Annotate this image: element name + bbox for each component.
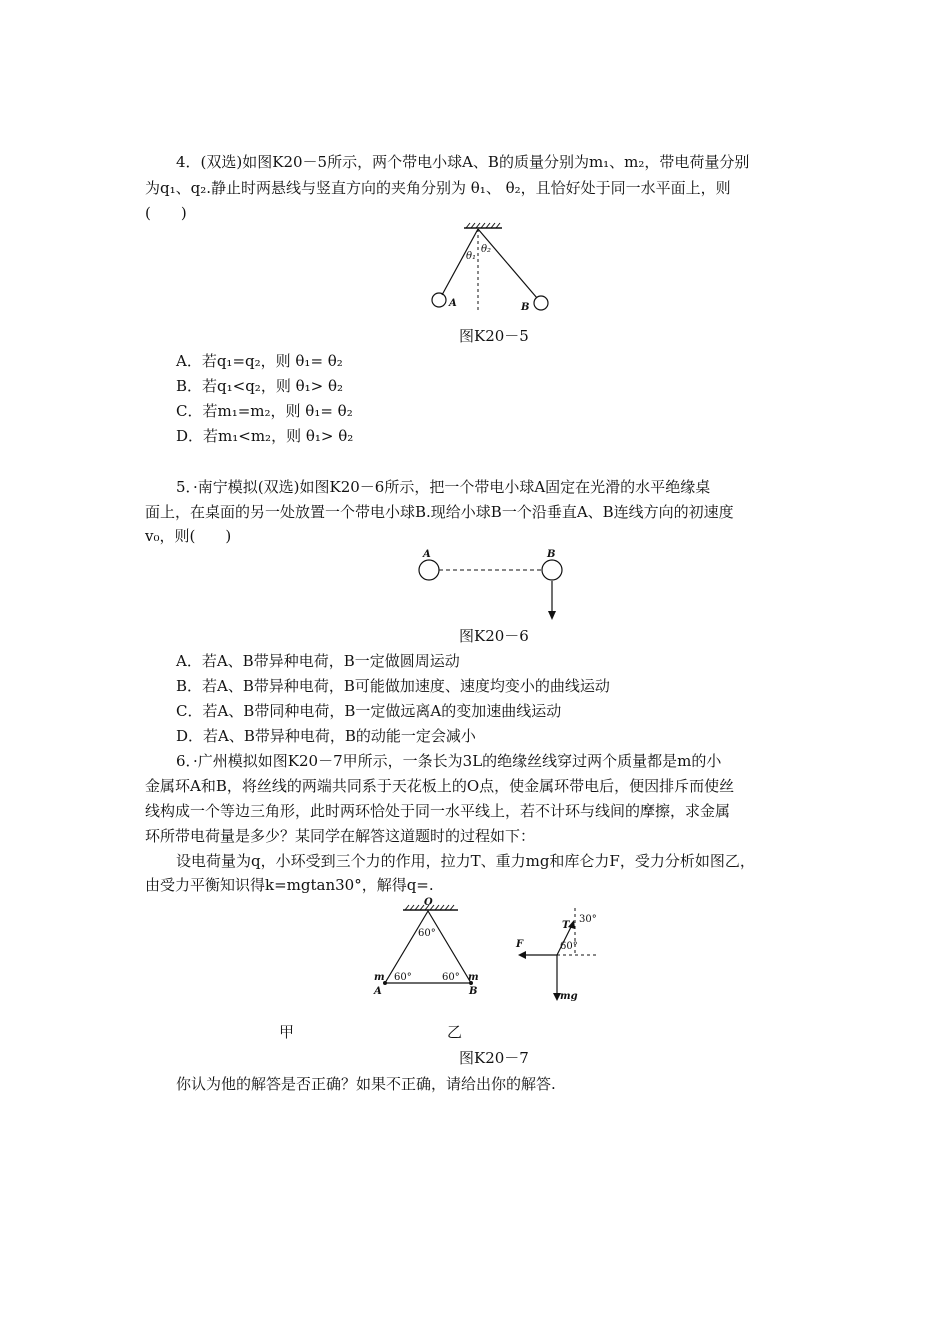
ball-a xyxy=(419,560,439,580)
q5-option-c: C．若A、B带同种电荷，B一定做远离A的变加速曲线运动 xyxy=(176,702,562,720)
q4-line-2: 为q₁、q₂.静止时两悬线与竖直方向的夹角分别为 θ₁、 θ₂，且恰好处于同一水平面上，则 xyxy=(145,179,731,197)
ball-b xyxy=(534,296,548,310)
q4-option-b: B．若q₁<q₂，则 θ₁> θ₂ xyxy=(176,377,344,395)
label-mg: mg xyxy=(560,991,578,1002)
q4-line-1: 4．(双选)如图K20－5所示，两个带电小球A、B的质量分别为m₁、m₂，带电荷量分别 xyxy=(176,153,750,171)
velocity-arrowhead xyxy=(548,611,556,620)
label-jia: 甲 xyxy=(279,1023,295,1041)
caption-k20-5: 图K20－5 xyxy=(459,327,529,345)
string-a xyxy=(442,229,478,295)
label-b: B xyxy=(469,986,478,997)
coulomb-force-arrowhead xyxy=(518,951,526,959)
angle-60: 60° xyxy=(560,941,578,952)
angle-top: 60° xyxy=(418,928,436,939)
caption-k20-6: 图K20－6 xyxy=(459,627,529,645)
q5-option-a: A．若A、B带异种电荷，B一定做圆周运动 xyxy=(176,652,460,670)
angle-30: 30° xyxy=(579,914,597,925)
ball-b xyxy=(542,560,562,580)
q4-option-d: D．若m₁<m₂，则 θ₁> θ₂ xyxy=(176,427,354,445)
label-yi: 乙 xyxy=(447,1023,463,1041)
q6-line-4: 环所带电荷量是多少？某同学在解答这道题时的过程如下： xyxy=(145,827,536,845)
angle-right: 60° xyxy=(442,972,460,983)
q6-line-6: 由受力平衡知识得k=mgtan30°，解得q=. xyxy=(145,876,434,894)
figure-yi xyxy=(510,903,650,1008)
label-a: A xyxy=(449,298,457,309)
q6-line-1: 6．·广州模拟如图K20－7甲所示，一条长为3L的绝缘丝线穿过两个质量都是m的小 xyxy=(176,752,722,770)
label-b: B xyxy=(547,549,556,560)
ball-a xyxy=(432,293,446,307)
q4-option-a: A．若q₁=q₂，则 θ₁= θ₂ xyxy=(176,352,343,370)
q5-line-3: v₀，则( ) xyxy=(145,527,232,545)
label-m-right: m xyxy=(468,972,479,983)
q5-line-1: 5．·南宁模拟(双选)如图K20－6所示，把一个带电小球A固定在光滑的水平绝缘桌 xyxy=(176,478,711,496)
figure-k20-5 xyxy=(420,224,560,320)
q6-line-5: 设电荷量为q，小环受到三个力的作用，拉力T、重力mg和库仑力F，受力分析如图乙， xyxy=(176,852,755,870)
q5-option-b: B．若A、B带异种电荷，B可能做加速度、速度均变小的曲线运动 xyxy=(176,677,610,695)
label-a: A xyxy=(374,986,382,997)
theta2-label: θ₂ xyxy=(481,244,492,255)
label-o: O xyxy=(424,897,433,908)
figure-jia xyxy=(370,893,479,998)
label-f: F xyxy=(516,939,524,950)
q4-line-3: ( ) xyxy=(145,204,187,222)
caption-k20-7: 图K20－7 xyxy=(459,1049,529,1067)
label-a: A xyxy=(423,549,431,560)
string-b xyxy=(478,229,537,298)
figure-k20-6 xyxy=(412,545,572,625)
theta1-label: θ₁ xyxy=(466,251,477,262)
angle-left: 60° xyxy=(394,972,412,983)
label-b: B xyxy=(521,302,530,313)
q5-line-2: 面上，在桌面的另一处放置一个带电小球B.现给小球B一个沿垂直A、B连线方向的初速度 xyxy=(145,503,734,521)
q6-line-3: 线构成一个等边三角形，此时两环恰处于同一水平线上，若不计环与线间的摩擦，求金属 xyxy=(145,802,731,820)
q5-option-d: D．若A、B带异种电荷，B的动能一定会减小 xyxy=(176,727,476,745)
label-t: T xyxy=(562,920,570,931)
q4-option-c: C．若m₁=m₂，则 θ₁= θ₂ xyxy=(176,402,353,420)
q6-line-2: 金属环A和B，将丝线的两端共同系于天花板上的O点，使金属环带电后，便因排斥而使丝 xyxy=(145,777,735,795)
label-m-left: m xyxy=(374,972,385,983)
q6-final-question: 你认为他的解答是否正确？如果不正确，请给出你的解答. xyxy=(176,1075,556,1093)
